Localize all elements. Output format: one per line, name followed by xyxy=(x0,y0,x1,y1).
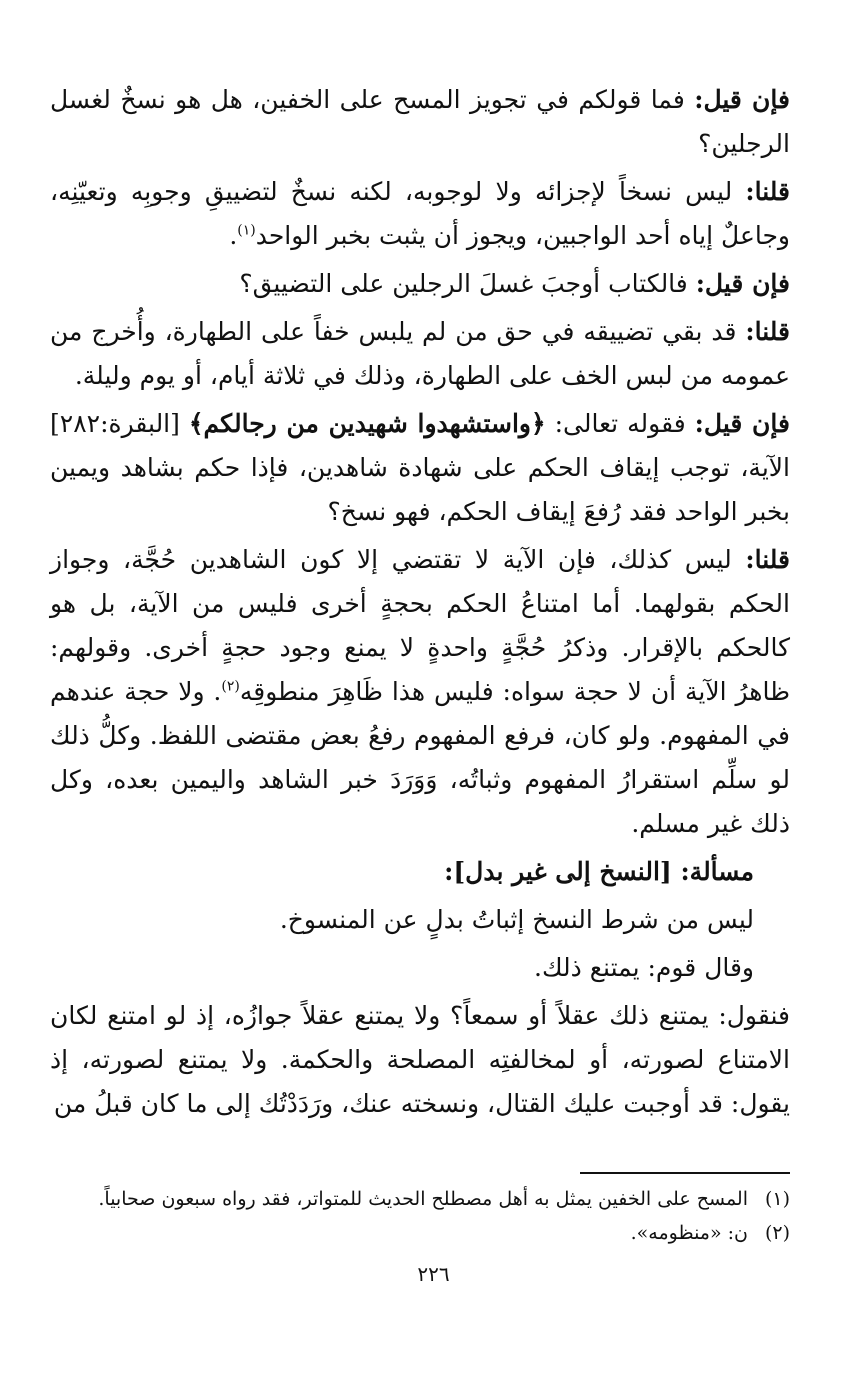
paragraph-lead: قلنا: xyxy=(745,545,790,574)
paragraph-lead: فإن قيل: xyxy=(694,85,790,114)
footnote-marker: (١) xyxy=(237,222,256,239)
paragraph-question-3 xyxy=(50,402,790,534)
paragraph-answer-2 xyxy=(50,310,790,398)
footnote-2 xyxy=(50,1216,790,1250)
footnote-marker: (٢) xyxy=(221,678,240,695)
paragraph-question-2 xyxy=(50,262,790,306)
paragraph-lead: قلنا: xyxy=(745,177,790,206)
page-number: ٢٢٦ xyxy=(417,1262,450,1286)
paragraph-text: ليس نسخاً لإجزائه ولا لوجوبه، لكنه نسخٌ لتضييقِ وجوبِه وتعيّنِه، وجاعلٌ إياه أحد الواجبين، ويجوز أن يثبت بخبر الواحد xyxy=(50,177,790,250)
paragraph-lead: قلنا: xyxy=(745,317,790,346)
footnote-text: ن: «منظومه». xyxy=(630,1222,748,1244)
section-line-1: ليس من شرط النسخ إثباتُ بدلٍ عن المنسوخ. xyxy=(279,905,754,934)
paragraph-text: فالكتاب أوجبَ غسلَ الرجلين على التضييق؟ xyxy=(239,269,696,298)
paragraph-closing: فنقول: يمتنع ذلك عقلاً أو سمعاً؟ ولا يمتنع عقلاً جوازُه، إذ لو امتنع لكان الامتناع لصورته، أو لمخالفتِه المصلحة والحكمة. ولا يمتنع لصورته، إذ يقول: قد أوجبت عليك القتال، ونسخته عنك، ورَدَدْتُك إلى ما كان قبلُ من xyxy=(50,1001,790,1118)
paragraph-text: ليس كذلك، فإن الآية لا تقتضي إلا كون الشاهدين حُجَّة، وجواز الحكم بقولهما. أما امتناعُ الحكم بحجةٍ أخرى فليس من الآية، بل هو كالحكم بالإقرار. وذكرُ حُجَّةٍ واحدةٍ لا يمنع وجود حجةٍ أخرى. وقولهم: ظاهرُ الآية أن لا حجة سواه: فليس هذا ظَاهِرَ منطوقِه xyxy=(50,545,790,706)
paragraph-text: [البقرة:٢٨٢] الآية، توجب إيقاف الحكم على شهادة شاهدين، فإذا حكم بشاهد ويمين بخبر الواحد فقد رُفعَ إيقاف الحكم، فهو نسخ؟ xyxy=(50,409,790,526)
paragraph-answer-1 xyxy=(50,170,790,258)
paragraph-text: فما قولكم في تجويز المسح على الخفين، هل هو نسخٌ لغسل الرجلين؟ xyxy=(50,85,790,158)
paragraph-text: قد بقي تضييقه في حق من لم يلبس خفاً على الطهارة، وأُخرج من عمومه من لبس الخف على الطهارة، وذلك في ثلاثة أيام، أو يوم وليلة. xyxy=(50,317,790,390)
section-heading-lead: مسألة: xyxy=(680,857,754,886)
paragraph-tail: . ولا حجة عندهم في المفهوم. ولو كان، فرفع المفهوم رفعُ بعض مقتضى اللفظ. وكلُّ ذلك لو سلِّم استقرارُ المفهوم وثباتُه، وَوَرَدَ خبر الشاهد واليمين بعده، وكل ذلك غير مسلم. xyxy=(50,677,790,838)
paragraph-tail: . xyxy=(229,221,238,250)
main-text xyxy=(50,78,790,1130)
paragraph-answer-3 xyxy=(50,538,790,846)
section-line-2: وقال قوم: يمتنع ذلك. xyxy=(534,953,754,982)
section-heading-text: [النسخ إلى غير بدل]: xyxy=(444,857,681,886)
quran-quote: ﴿واستشهدوا شهيدين من رجالكم﴾ xyxy=(188,409,546,438)
footnote-text: المسح على الخفين يمثل به أهل مصطلح الحديث للمتواتر، فقد رواه سبعون صحابياً. xyxy=(98,1188,748,1210)
paragraph-question-1 xyxy=(50,78,790,166)
paragraph-lead: فإن قيل: xyxy=(694,409,790,438)
section-heading xyxy=(50,850,790,894)
footnote-divider xyxy=(580,1172,790,1174)
footnote-number: (٢) xyxy=(764,1222,790,1244)
paragraph-pre: فقوله تعالى: xyxy=(545,409,695,438)
footnotes xyxy=(50,1182,790,1250)
footnote-1 xyxy=(50,1182,790,1216)
footnote-number: (١) xyxy=(764,1188,790,1210)
paragraph-lead: فإن قيل: xyxy=(695,269,790,298)
